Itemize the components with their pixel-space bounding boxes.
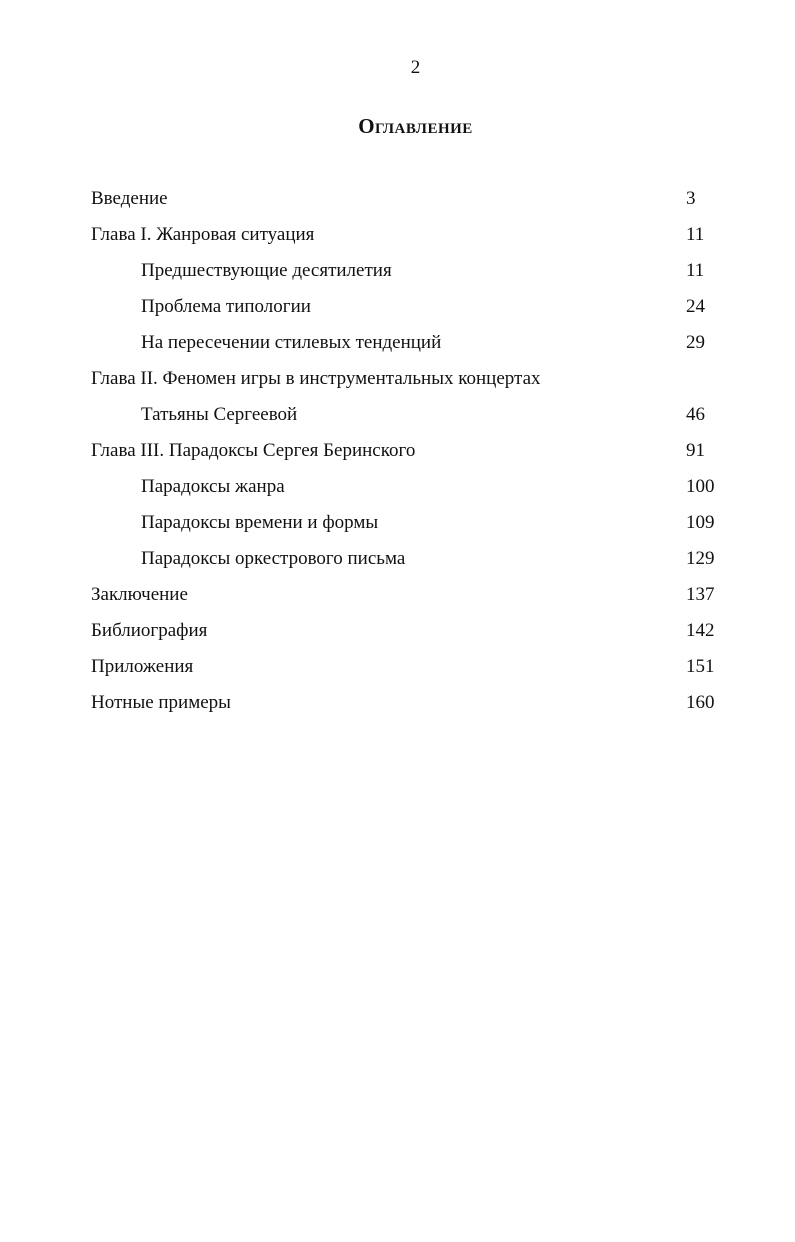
toc-entry-chapter-3-section-3	[0, 545, 795, 581]
toc-entry-title: Парадоксы времени и формы	[141, 512, 379, 533]
toc-entry-appendices	[0, 653, 795, 689]
toc-entry-chapter-1-section-2	[0, 293, 795, 329]
toc-entry-page: 46	[686, 404, 705, 425]
toc-entry-title: Татьяны Сергеевой	[141, 404, 298, 425]
toc-entry-page: 137	[686, 584, 715, 605]
toc-entry-page: 11	[686, 260, 705, 281]
toc-entry-conclusion	[0, 581, 795, 617]
toc-entry-title: Библиография	[91, 620, 208, 641]
toc-entry-page: 11	[686, 224, 705, 245]
toc-entry-chapter-3-section-2	[0, 509, 795, 545]
toc-entry-page: 109	[686, 512, 715, 533]
toc-entry-title: Заключение	[91, 584, 188, 605]
toc-entry-title: Проблема типологии	[141, 296, 311, 317]
toc-entry-title: Приложения	[91, 656, 194, 677]
toc-entry-chapter-2-continuation	[0, 401, 795, 437]
toc-entry-title: Глава I. Жанровая ситуация	[91, 224, 315, 245]
toc-entry-title: Нотные примеры	[91, 692, 231, 713]
toc-entry-chapter-1	[0, 221, 795, 257]
page-title: Оглавление	[358, 114, 473, 138]
toc-entry-title: Введение	[91, 188, 168, 209]
toc-entry-title: Глава II. Феномен игры в инструментальных концертах	[91, 368, 541, 389]
toc-entry-page: 100	[686, 476, 715, 497]
toc-entry-title: На пересечении стилевых тенденций	[141, 332, 442, 353]
toc-entry-page: 151	[686, 656, 715, 677]
toc-entry-page: 160	[686, 692, 715, 713]
toc-entry-page: 129	[686, 548, 715, 569]
toc-entry-bibliography	[0, 617, 795, 653]
toc-entry-introduction	[0, 185, 795, 221]
toc-entry-chapter-2	[0, 365, 795, 401]
toc-entry-title: Парадоксы оркестрового письма	[141, 548, 406, 569]
toc-entry-chapter-3	[0, 437, 795, 473]
toc-entry-page: 3	[686, 188, 696, 209]
toc-entry-page: 142	[686, 620, 715, 641]
toc-entry-title: Предшествующие десятилетия	[141, 260, 392, 281]
toc-entry-page: 91	[686, 440, 705, 461]
toc-entry-page: 29	[686, 332, 705, 353]
toc-entry-chapter-1-section-3	[0, 329, 795, 365]
toc-entry-music-examples	[0, 689, 795, 725]
toc-entry-chapter-1-section-1	[0, 257, 795, 293]
toc-entry-page: 24	[686, 296, 705, 317]
toc-entry-chapter-3-section-1	[0, 473, 795, 509]
page-number: 2	[410, 57, 421, 78]
toc-entry-title: Глава III. Парадоксы Сергея Беринского	[91, 440, 416, 461]
toc-entry-title: Парадоксы жанра	[141, 476, 285, 497]
table-of-contents	[0, 185, 795, 725]
